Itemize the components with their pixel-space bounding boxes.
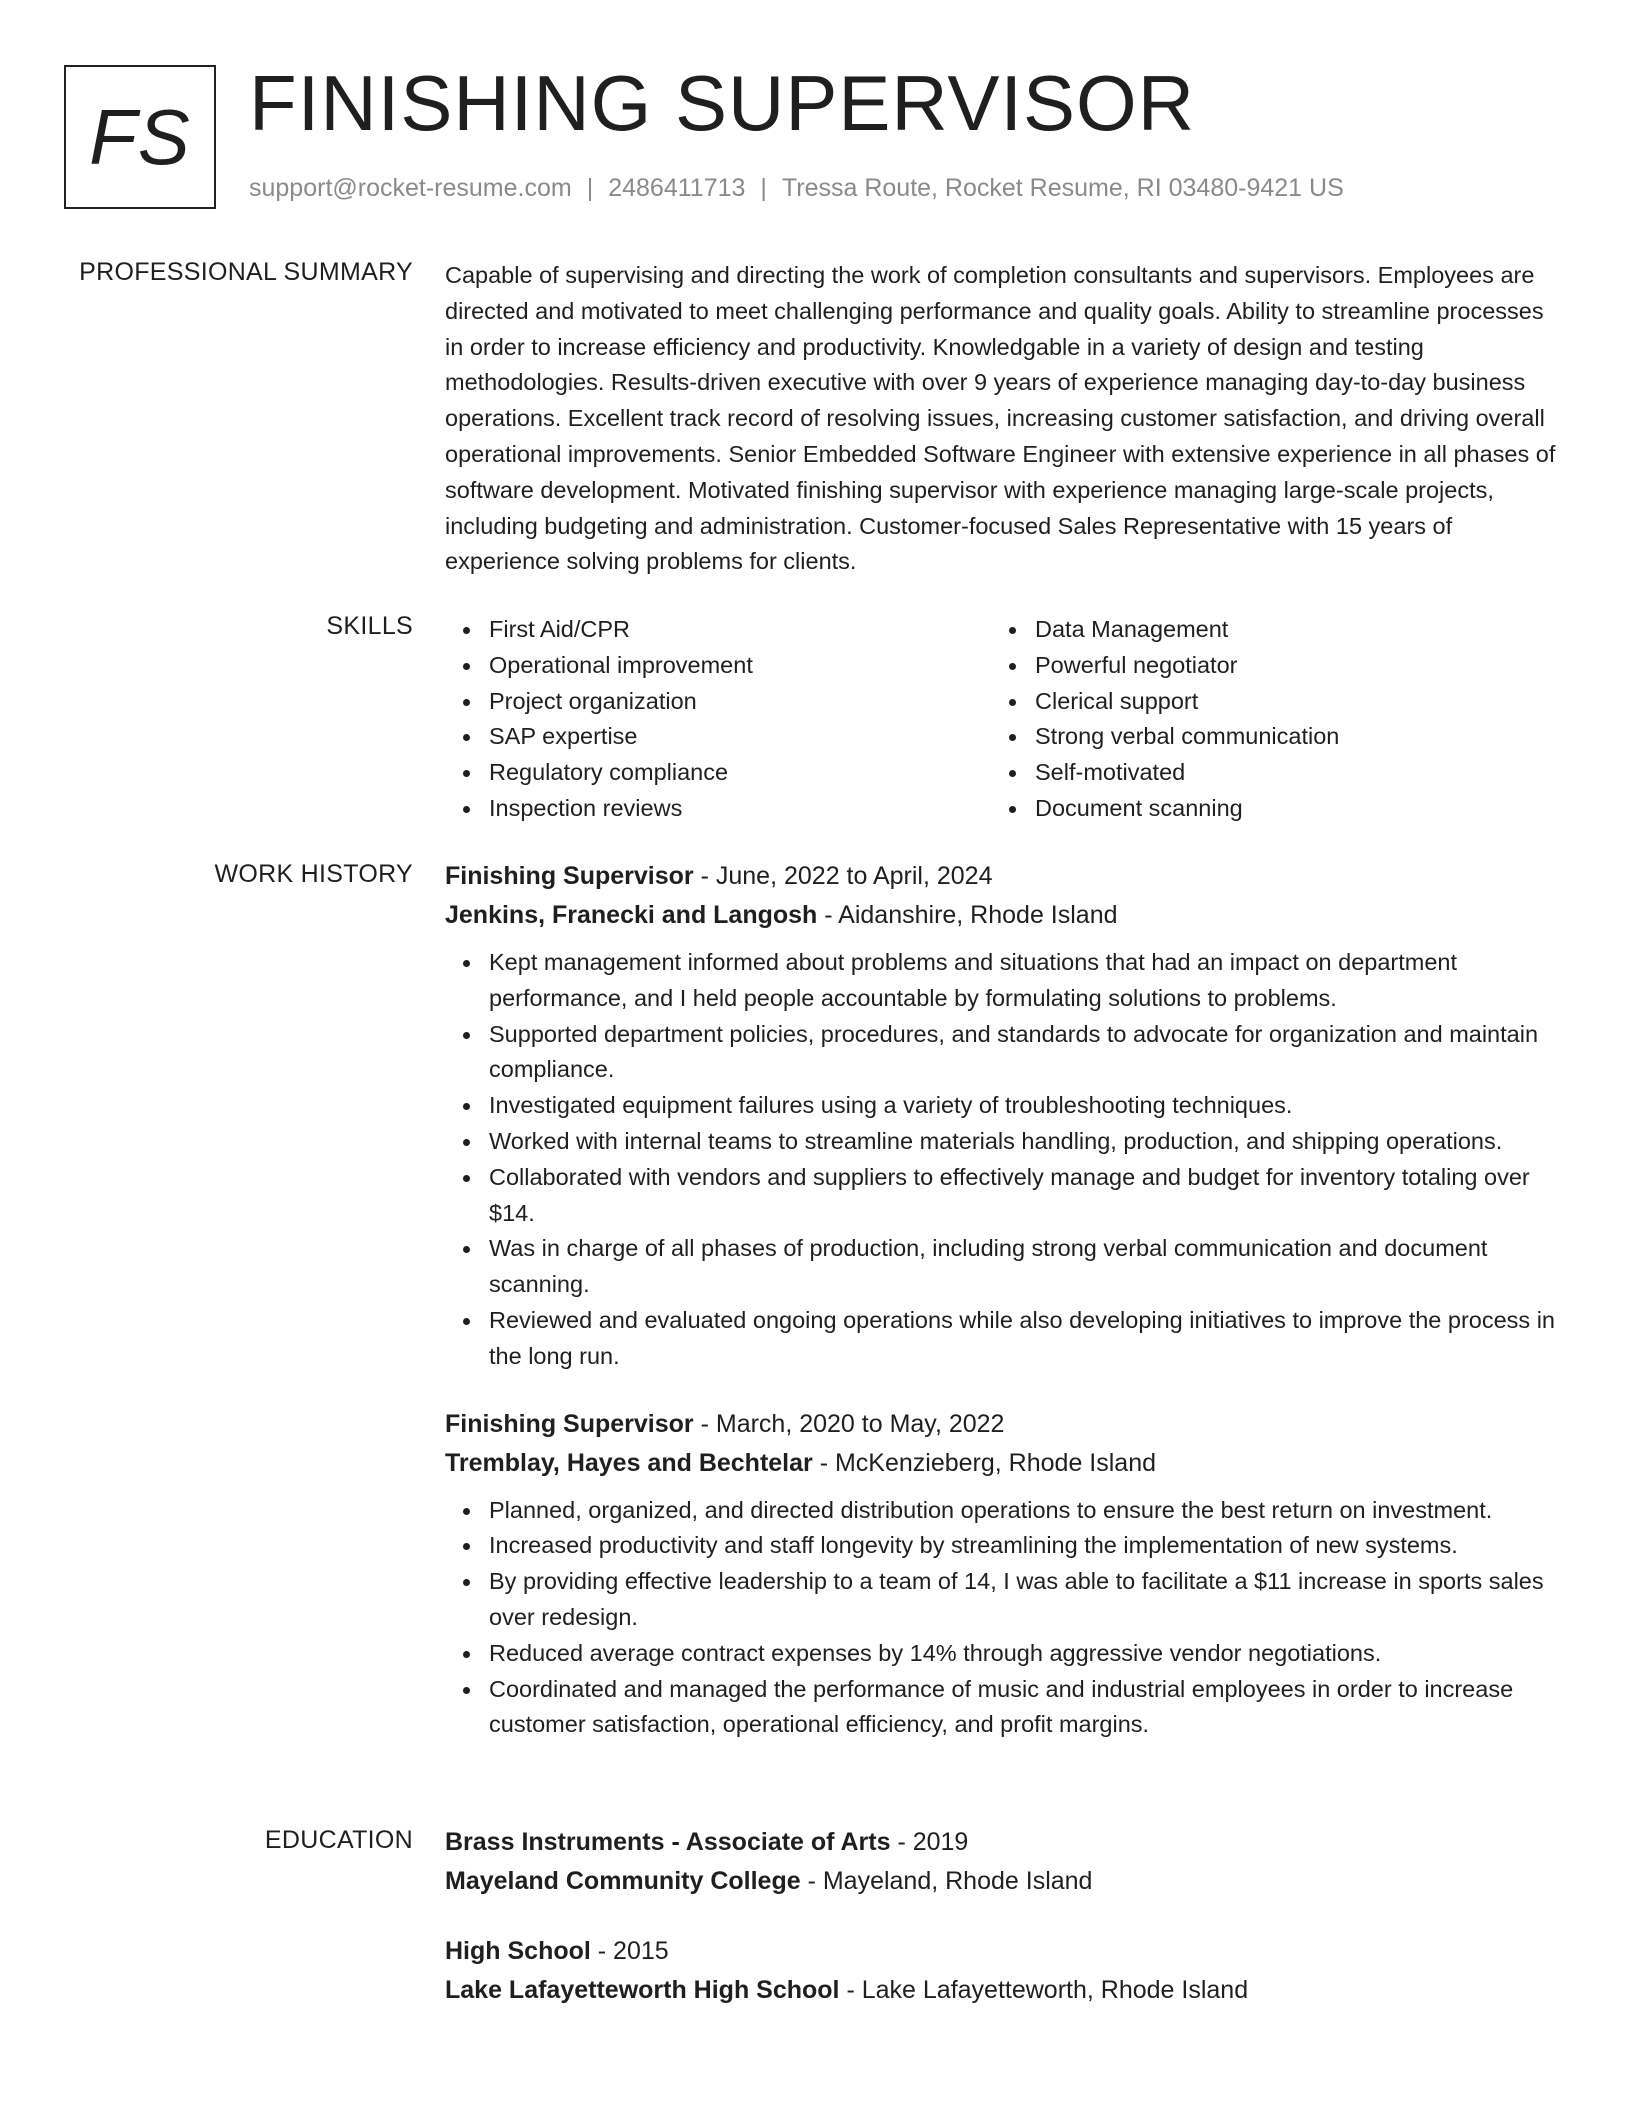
job-company-line <box>445 1444 1565 1483</box>
education-entry <box>445 1932 1565 2010</box>
section-label: EDUCATION <box>264 1826 413 1854</box>
list-item: Supported department policies, procedures, and standards to advocate for organization and maintain compliance. <box>445 1017 1565 1089</box>
skill-item: Operational improvement <box>445 648 991 684</box>
list-item: Worked with internal teams to streamline materials handling, production, and shipping operations. <box>445 1124 1565 1160</box>
school-name: Lake Lafayetteworth High School <box>445 1976 840 2004</box>
list-item: Was in charge of all phases of production, including strong verbal communication and document scanning. <box>445 1231 1565 1303</box>
job-title: Finishing Supervisor <box>445 862 694 890</box>
job-bullets <box>445 1493 1565 1744</box>
degree: High School <box>445 1937 591 1965</box>
summary-text: Capable of supervising and directing the work of completion consultants and supervisors. Employees are directed and motivated to meet challenging performance and quality goals. Ability to streamline processes in order to increase efficiency and productivity. Knowledgable in a variety of design and testing methodologies. Results-driven executive with over 9 years of experience managing day-to-day business operations. Excellent track record of resolving issues, increasing customer satisfaction, and driving overall operational improvements. Senior Embedded Software Engineer with extensive experience in all phases of software development. Motivated finishing supervisor with experience managing large-scale projects, including budgeting and administration. Customer-focused Sales Representative with 15 years of experience solving problems for clients. <box>445 262 1556 575</box>
education-entry <box>445 1823 1565 1901</box>
bullet-icon <box>463 1139 470 1146</box>
job-dates: - March, 2020 to May, 2022 <box>693 1409 1005 1438</box>
skill-item: Regulatory compliance <box>445 755 991 791</box>
bullet-icon <box>463 1651 470 1658</box>
address: Tressa Route, Rocket Resume, RI 03480-9421 US <box>781 174 1344 202</box>
skill-item: Strong verbal communication <box>991 719 1537 755</box>
skill-item: Self-motivated <box>991 755 1537 791</box>
bullet-icon <box>463 1543 470 1550</box>
skill-item: Powerful negotiator <box>991 648 1537 684</box>
job-title-line <box>445 1405 1565 1444</box>
degree: Brass Instruments - Associate of Arts <box>445 1828 891 1856</box>
bullet-icon <box>463 1318 470 1325</box>
school-location: - Lake Lafayetteworth, Rhode Island <box>839 1976 1249 2004</box>
job-title: Finishing Supervisor <box>445 1409 694 1438</box>
phone[interactable]: 2486411713 <box>608 174 746 202</box>
skill-item: Data Management <box>991 612 1537 648</box>
list-item: Coordinated and managed the performance of music and industrial employees in order to increase customer satisfaction, operational efficiency, and profit margins. <box>445 1672 1565 1744</box>
skills-list-right <box>991 612 1537 827</box>
skill-item: Document scanning <box>991 791 1537 827</box>
bullet-icon <box>1009 699 1016 706</box>
bullet-icon <box>1009 663 1016 670</box>
list-item: Increased productivity and staff longevity by streamlining the implementation of new systems. <box>445 1528 1565 1564</box>
company-name: Tremblay, Hayes and Bechtelar <box>445 1448 813 1477</box>
email[interactable]: support@rocket-resume.com <box>249 174 572 202</box>
company-location: - McKenzieberg, Rhode Island <box>812 1448 1157 1477</box>
bullet-icon <box>463 663 470 670</box>
resume-header <box>64 59 1584 215</box>
separator: | <box>760 174 767 202</box>
company-name: Jenkins, Franecki and Langosh <box>445 901 818 929</box>
bullet-icon <box>1009 806 1016 813</box>
job-company-line <box>445 896 1565 935</box>
school-location: - Mayeland, Rhode Island <box>800 1867 1093 1895</box>
resume-title: FINISHING SUPERVISOR <box>249 59 1196 147</box>
bullet-icon <box>463 627 470 634</box>
separator: | <box>586 174 594 202</box>
bullet-icon <box>463 1246 470 1253</box>
bullet-icon <box>463 1175 470 1182</box>
list-item: Planned, organized, and directed distribution operations to ensure the best return on investment. <box>445 1493 1565 1529</box>
section-label: PROFESSIONAL SUMMARY <box>79 258 413 286</box>
bullet-icon <box>463 806 470 813</box>
job-bullets <box>445 945 1565 1375</box>
list-item: Reviewed and evaluated ongoing operations while also developing initiatives to improve the process in the long run. <box>445 1303 1565 1375</box>
bullet-icon <box>463 1032 470 1039</box>
list-item: Kept management informed about problems and situations that had an impact on department performance, and I held people accountable by formulating solutions to problems. <box>445 945 1565 1017</box>
skill-item: Project organization <box>445 684 991 720</box>
section-label: WORK HISTORY <box>214 860 413 888</box>
section-label: SKILLS <box>326 612 413 640</box>
bullet-icon <box>463 1579 470 1586</box>
contact-line <box>249 174 1344 203</box>
bullet-icon <box>463 960 470 967</box>
job-entry <box>445 1405 1565 1744</box>
bullet-icon <box>1009 627 1016 634</box>
school-name: Mayeland Community College <box>445 1867 801 1895</box>
bullet-icon <box>1009 770 1016 777</box>
degree-line <box>445 1932 1565 1971</box>
company-location: - Aidanshire, Rhode Island <box>817 901 1118 929</box>
bullet-icon <box>463 1508 470 1515</box>
skill-item: Clerical support <box>991 684 1537 720</box>
school-line <box>445 1971 1565 2010</box>
bullet-icon <box>1009 734 1016 741</box>
job-dates: - June, 2022 to April, 2024 <box>693 862 993 890</box>
job-title-line <box>445 857 1565 896</box>
list-item: By providing effective leadership to a team of 14, I was able to facilitate a $11 increase in sports sales over redesign. <box>445 1564 1565 1636</box>
skill-item: SAP expertise <box>445 719 991 755</box>
degree-line <box>445 1823 1565 1862</box>
monogram: FS <box>64 65 216 209</box>
bullet-icon <box>463 1103 470 1110</box>
school-line <box>445 1862 1565 1901</box>
bullet-icon <box>463 770 470 777</box>
list-item: Reduced average contract expenses by 14% through aggressive vendor negotiations. <box>445 1636 1565 1672</box>
graduation-year: - 2015 <box>590 1937 669 1965</box>
skill-item: Inspection reviews <box>445 791 991 827</box>
bullet-icon <box>463 1687 470 1694</box>
bullet-icon <box>463 734 470 741</box>
bullet-icon <box>463 699 470 706</box>
skills-list-left <box>445 612 991 827</box>
list-item: Investigated equipment failures using a variety of troubleshooting techniques. <box>445 1088 1565 1124</box>
skill-item: First Aid/CPR <box>445 612 991 648</box>
job-entry <box>445 857 1565 1375</box>
list-item: Collaborated with vendors and suppliers to effectively manage and budget for inventory totaling over $14. <box>445 1160 1565 1232</box>
graduation-year: - 2019 <box>890 1828 969 1856</box>
